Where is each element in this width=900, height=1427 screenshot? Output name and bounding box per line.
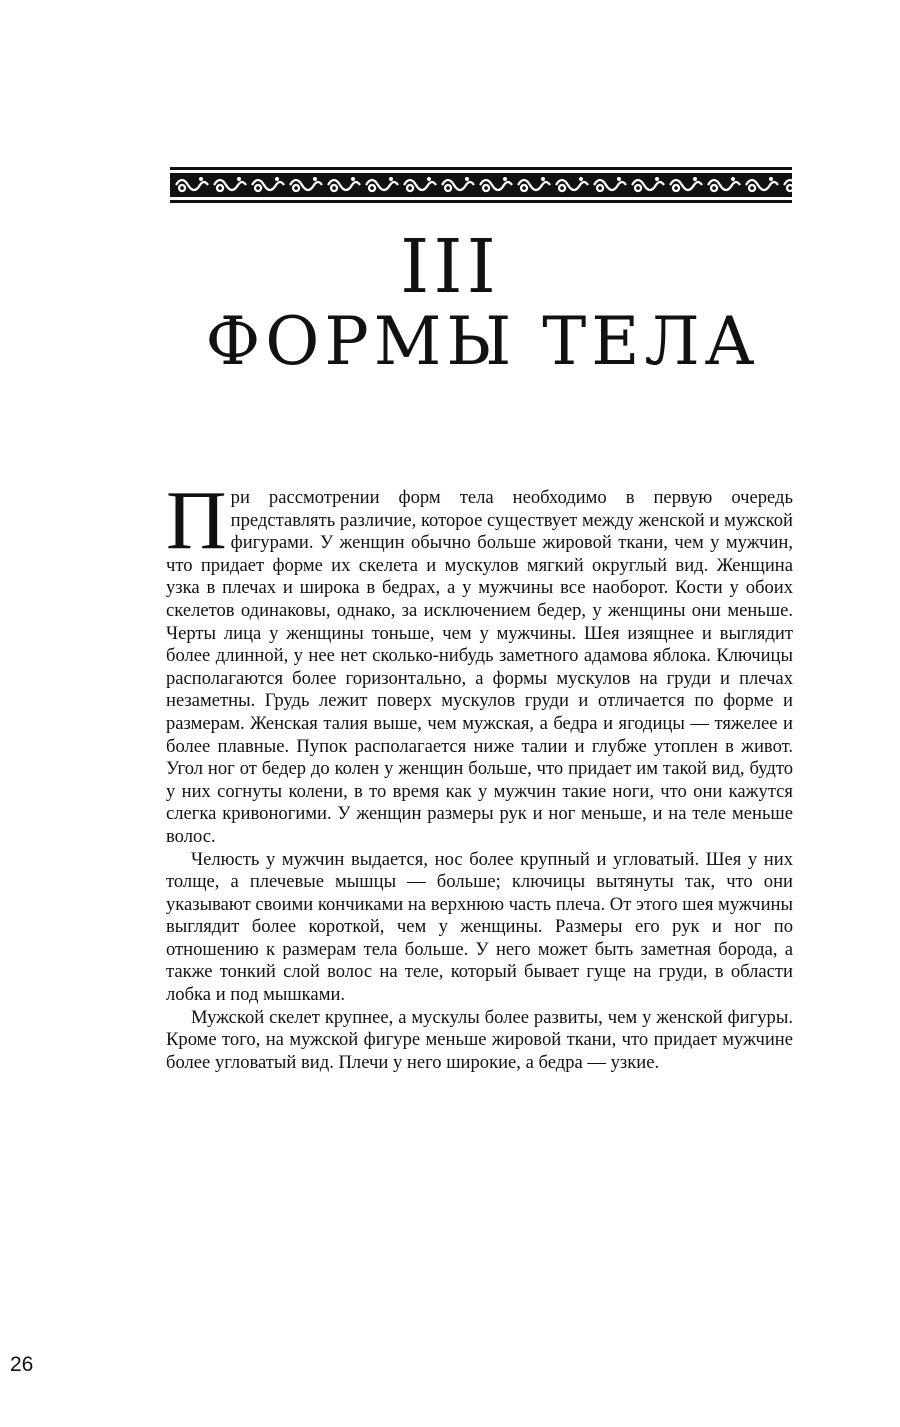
chapter-title: ФОРМЫ ТЕЛА (205, 303, 760, 380)
ornament-dot (503, 177, 507, 181)
ornament-dot (693, 177, 697, 181)
paragraph-1-text: ри рассмотрении форм тела необходимо в первую очередь представлять различие, которое существует между женской и мужской фигурами. У женщин обычно больше жировой ткани, чем у мужчин, что придает форме их скелета и мускулов мягкий округлый вид. Женщина узка в плечах и широка в бедрах, а у мужчины все наоборот. Кости у обоих скелетов одинаковы, однако, за исключением бедер, у женщины они меньше. Черты лица у женщины тоньше, чем у мужчины. Шея изящнее и выглядит более длинной, у нее нет сколько-нибудь заметного адамова яблока. Ключицы располагаются более горизонтально, а формы мускулов на груди и плечах незаметны. Грудь лежит поверх мускулов груди и отличается по форме и размерам. Женская талия выше, чем мужская, а бедра и ягодицы — тяжелее и более плавные. Пупок располагается ниже талии и глубже утоплен в живот. Угол ног от бедер до колен у женщин больше, что придает им такой вид, будто у них согнуты колени, в то время как у мужчин такие ноги, что они кажутся слегка кривоногими. У женщин размеры рук и ног меньше, и на теле меньше волос. (166, 487, 793, 847)
ornament-dot (199, 177, 203, 181)
ornament-dot (617, 177, 621, 181)
ornament-dot (237, 177, 241, 181)
ornament-dot (351, 177, 355, 181)
page-number: 26 (10, 1353, 34, 1376)
ornament-dot (655, 177, 659, 181)
paragraph-1 (166, 474, 793, 849)
paragraph-2: Челюсть у мужчин выдается, нос более крупный и угловатый. Шея у них толще, а плечевые мышцы — больше; ключицы вытянуты так, что они указывают своими кончиками на верхнюю часть плеча. От этого шея мужчины выглядит более короткой, чем у женщины. Размеры его рук и ног по отношению к размерам тела больше. У него может быть заметная борода, а также тонкий слой волос на теле, который бывает гуще на груди, в области лобка и под мышками. (166, 848, 793, 1006)
ornament-dot (541, 177, 545, 181)
ornament-dot (389, 177, 393, 181)
chapter-number: III (400, 224, 500, 310)
ornament-dot (427, 177, 431, 181)
ornament-dot (275, 177, 279, 181)
ornament-dot (313, 177, 317, 181)
paragraph-3: Мужской скелет крупнее, а мускулы более развиты, чем у женской фигуры. Кроме того, на мужской фигуре меньше жировой ткани, что придает мужчине более угловатый вид. Плечи у него широкие, а бедра — узкие. (166, 1006, 793, 1073)
drop-cap: П (166, 474, 227, 567)
ornament-dot (465, 177, 469, 181)
decorative-ornament-border (170, 167, 792, 203)
ornament-dot (769, 177, 773, 181)
ornament-dot (579, 177, 583, 181)
ornament-dot (731, 177, 735, 181)
chapter-body (166, 474, 793, 1074)
